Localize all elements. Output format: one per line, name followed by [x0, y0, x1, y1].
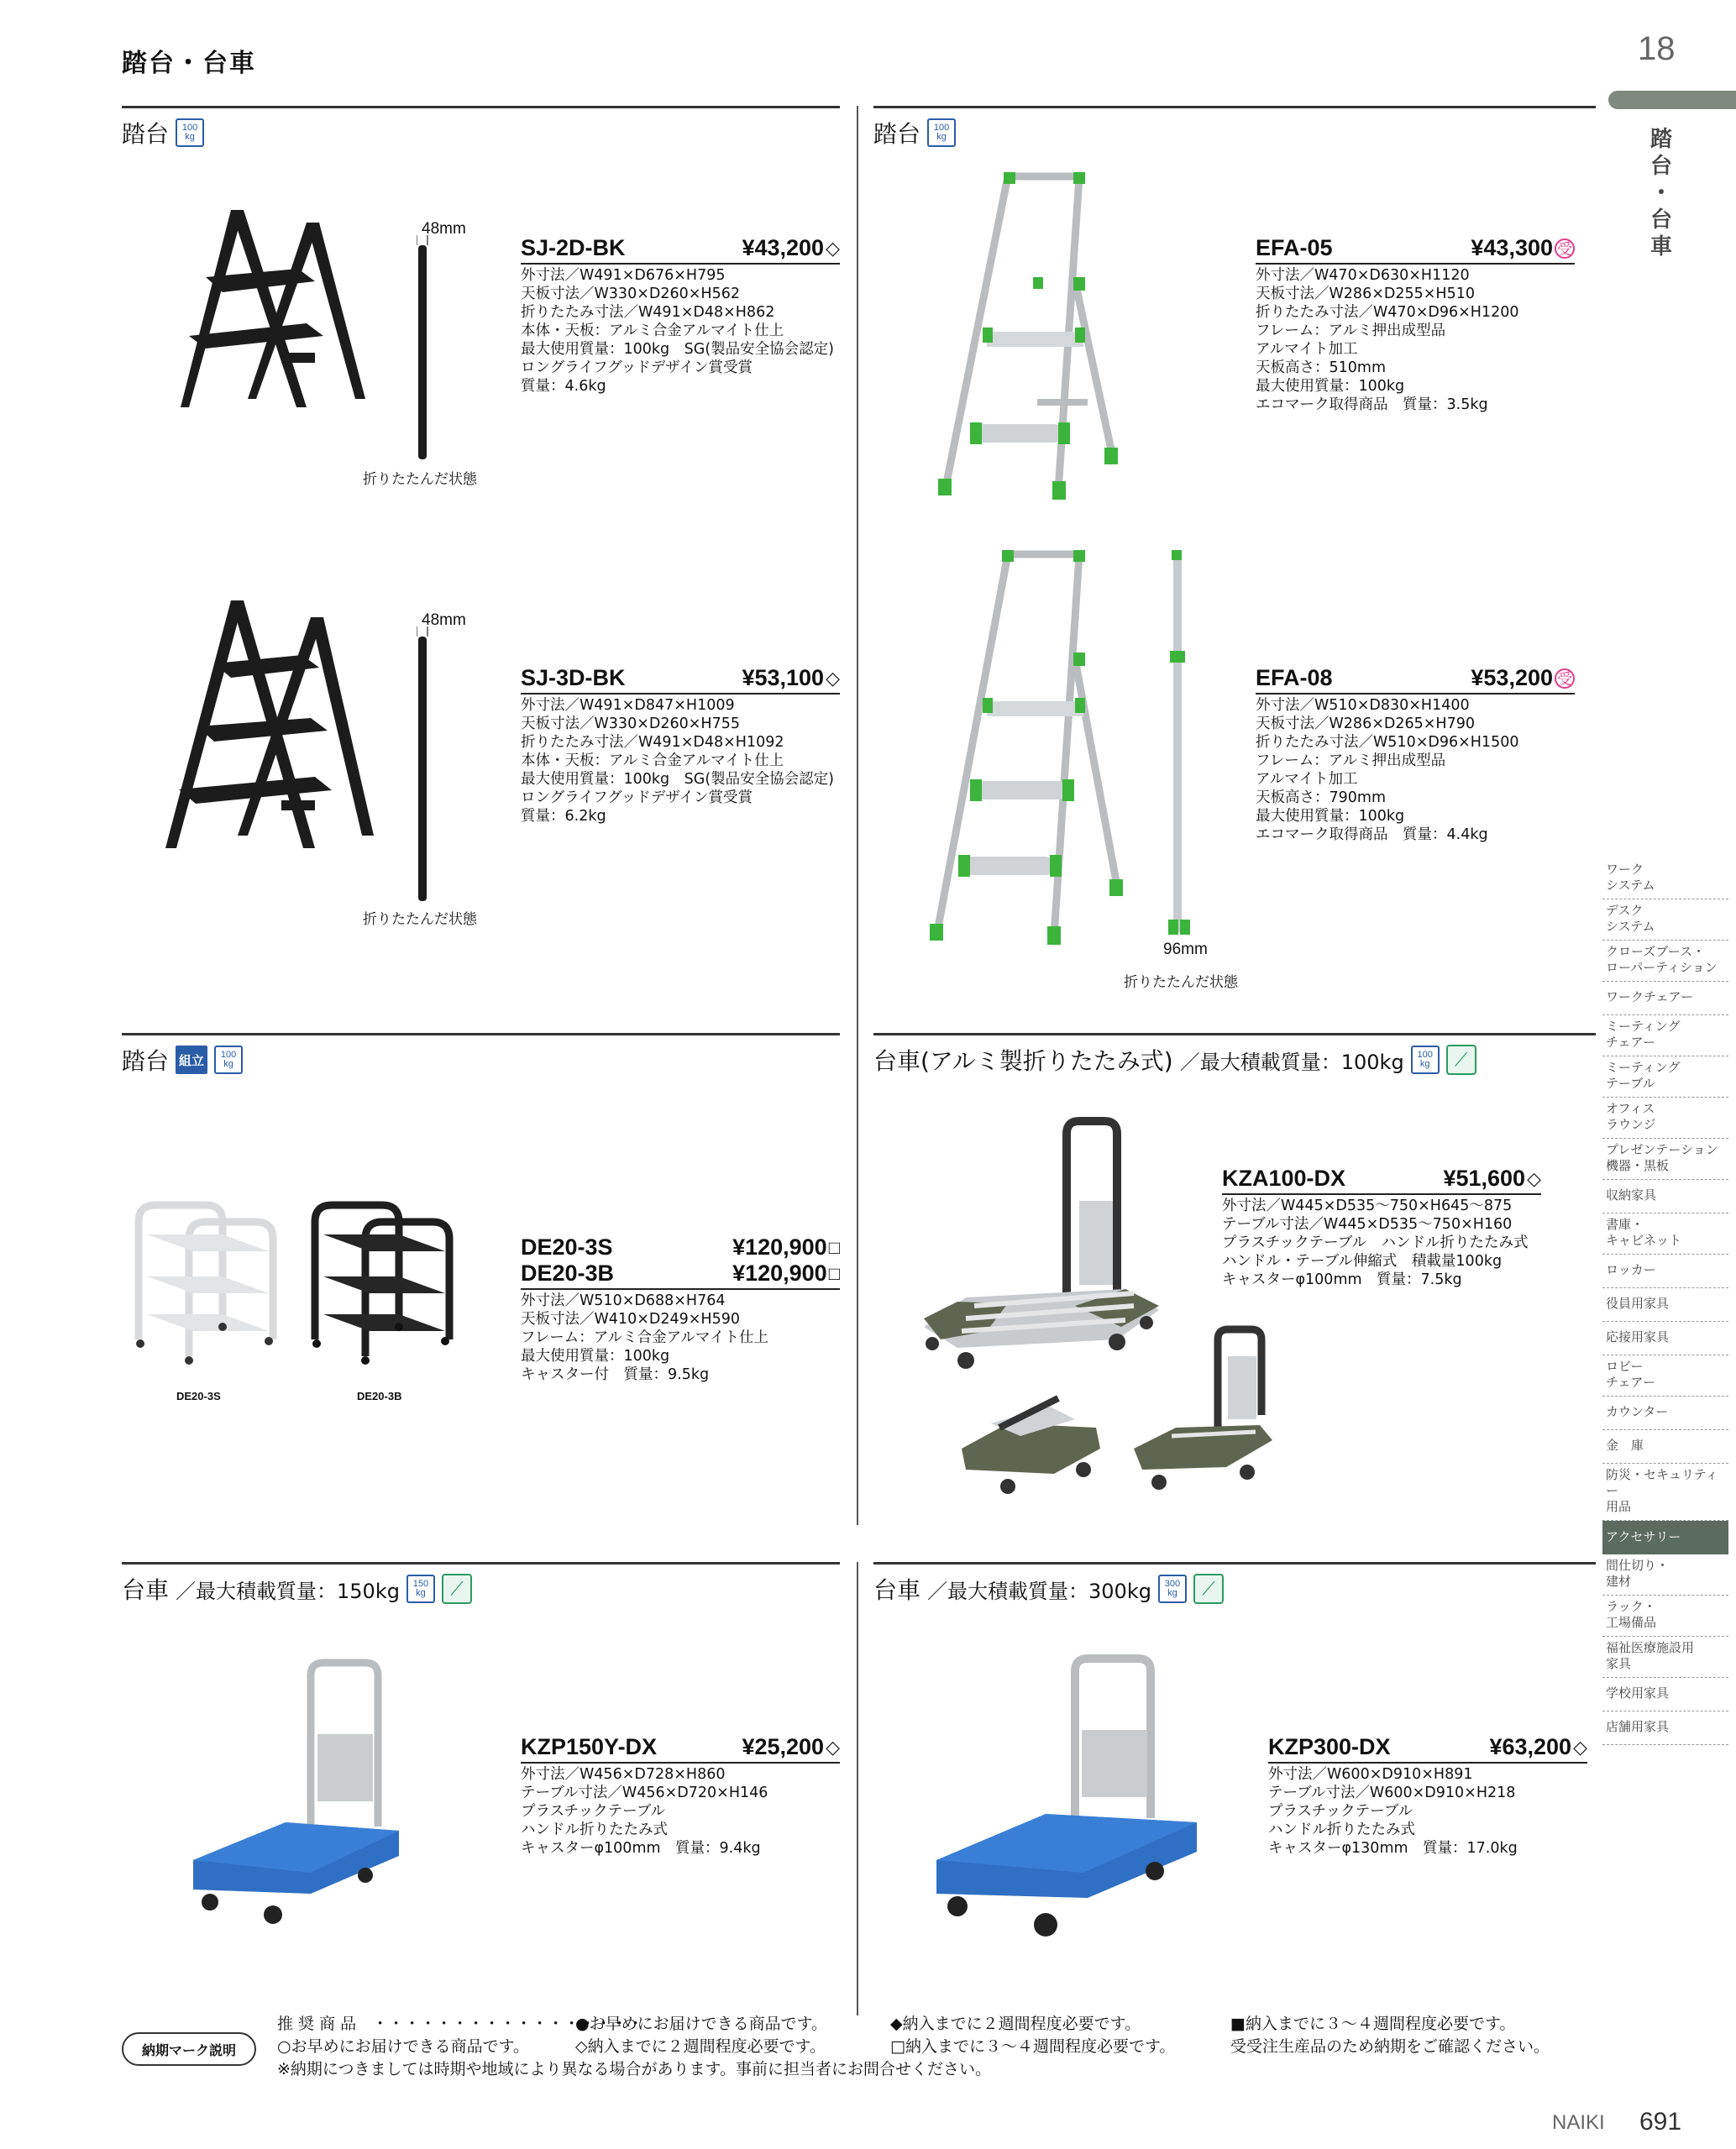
side-nav-item[interactable]: カウンター: [1602, 1397, 1728, 1430]
column-divider: [857, 106, 858, 1525]
folded-caption: 折りたたんだ状態: [1124, 974, 1238, 991]
green-purchase-icon: ⟋: [1446, 1045, 1476, 1075]
folded-thickness-label: 48mm: [422, 220, 466, 238]
side-nav-item[interactable]: プレゼンテーション 機器・黒板: [1602, 1139, 1728, 1180]
legend-item: ◇納入までに２週間程度必要です。: [575, 2037, 826, 2056]
column-divider: [857, 1562, 858, 2015]
side-nav-item[interactable]: クローズブース・ ローパーティション: [1602, 941, 1728, 982]
side-nav-item[interactable]: アクセサリー: [1602, 1521, 1728, 1554]
side-nav-item[interactable]: ワークチェアー: [1602, 982, 1728, 1015]
delivery-legend-label: 納期マーク説明: [122, 2032, 256, 2066]
delivery-mark: □: [828, 1236, 840, 1258]
side-nav-item[interactable]: ロッカー: [1602, 1255, 1728, 1288]
green-purchase-icon: ⟋: [1193, 1574, 1224, 1604]
black-stepstool-3-image: [164, 600, 382, 852]
product-specs: 外寸法／W600×D910×H891 テーブル寸法／W600×D910×H218 プラスチックテーブル ハンドル折りたたみ式 キャスターφ130mm 質量：17.0kg: [1268, 1766, 1518, 1857]
rule: [873, 1033, 1596, 1035]
side-nav-item[interactable]: 役員用家具: [1602, 1288, 1728, 1322]
section-header-cart-300: 台車 ／最大積載質量：300kg 300 kg ⟋: [873, 1572, 1224, 1606]
product-price: ¥120,900: [732, 1234, 827, 1260]
rule: [873, 106, 1596, 108]
product-code: DE20-3B: [521, 1261, 615, 1286]
chapter-tab[interactable]: [1608, 91, 1736, 109]
delivery-mark: ◇: [826, 237, 840, 259]
legend-item: □納入までに３～４週間程度必要です。: [890, 2037, 1176, 2056]
load-capacity-badge: 100 kg: [1411, 1046, 1440, 1074]
section-header-stool-3: 踏台 組立 100 kg: [122, 1043, 243, 1077]
legend-item: ■納入までに３～４週間程度必要です。: [1230, 2015, 1516, 2033]
legend-line-1: 推 奨 商 品 ・・・・・・・・・・・・・・・・・: [277, 2015, 644, 2033]
product-code: SJ-3D-BK: [521, 665, 626, 690]
load-capacity-badge: 100 kg: [214, 1046, 243, 1074]
brand-name: NAIKI: [1552, 2111, 1605, 2134]
delivery-mark: □: [828, 1262, 840, 1284]
product-efa-08[interactable]: [1256, 665, 1575, 844]
section-header-cart-alu: 台車(アルミ製折りたたみ式) ／最大積載質量：100kg 100 kg ⟋: [873, 1043, 1476, 1077]
section-header-stool-2: 踏台 100 kg: [873, 116, 956, 149]
chapter-number: 18: [1638, 30, 1676, 67]
white-step-platform-image: [130, 1197, 281, 1365]
product-sj-2d-bk[interactable]: [521, 235, 840, 396]
delivery-mark: ◇: [1573, 1736, 1587, 1758]
aluminum-stepladder-efa08-image: [928, 550, 1134, 945]
side-nav-item[interactable]: 間仕切り・ 建材: [1602, 1554, 1728, 1596]
side-nav-item[interactable]: 書庫・ キャビネット: [1602, 1213, 1728, 1255]
product-price: ¥120,900: [732, 1261, 827, 1286]
side-nav-item[interactable]: 学校用家具: [1602, 1678, 1728, 1711]
folded-caption: 折りたたんだ状態: [363, 471, 477, 488]
rule: [122, 1562, 840, 1565]
delivery-mark: 受: [1555, 668, 1575, 689]
delivery-mark: ◇: [1527, 1167, 1541, 1189]
side-nav-item[interactable]: 福祉医療施設用 家具: [1602, 1637, 1728, 1678]
product-price: ¥51,600: [1443, 1166, 1526, 1191]
product-price: ¥53,200: [1471, 665, 1553, 690]
product-code: SJ-2D-BK: [521, 235, 626, 260]
side-nav-item[interactable]: ワーク システム: [1602, 858, 1728, 899]
product-specs: 外寸法／W445×D535～750×H645～875 テーブル寸法／W445×D535～750×H160 プラスチックテーブル ハンドル折りたたみ式 ハンドル・テーブル伸縮式 積載量100kg キャスターφ100mm 質量：7.5kg: [1222, 1198, 1529, 1288]
product-kzp150y-dx[interactable]: [521, 1734, 840, 1858]
delivery-mark: ◇: [826, 1736, 840, 1758]
blue-cart-150-image: [185, 1659, 403, 1927]
blue-cart-300-image: [928, 1654, 1205, 1940]
section-header-cart-150: 台車 ／最大積載質量：150kg 150 kg ⟋: [122, 1572, 472, 1606]
vertical-category: 踏 台 ・ 台 車: [1649, 127, 1672, 259]
product-de20[interactable]: [521, 1234, 840, 1384]
product-price: ¥25,200: [742, 1734, 825, 1759]
aluminum-stepladder-efa05-image: [936, 172, 1130, 504]
product-price: ¥63,200: [1489, 1734, 1572, 1759]
rule: [122, 1033, 840, 1035]
section-header-stool-1: 踏台 100 kg: [122, 116, 204, 149]
load-capacity-badge: 100 kg: [176, 118, 204, 147]
folded-stool-image: [417, 611, 428, 905]
legend-item: ◆納入までに２週間程度必要です。: [890, 2015, 1141, 2033]
product-specs: 外寸法／W456×D728×H860 テーブル寸法／W456×D720×H146 プラスチックテーブル ハンドル折りたたみ式 キャスターφ100mm 質量：9.4kg: [521, 1766, 768, 1857]
side-nav-item[interactable]: ミーティング チェアー: [1602, 1015, 1728, 1056]
legend-item: ●お早めにお届けできる商品です。: [575, 2015, 828, 2033]
legend-item: 受受注生産品のため納期をご確認ください。: [1230, 2037, 1550, 2056]
product-code: KZA100-DX: [1222, 1166, 1346, 1191]
product-specs: 外寸法／W470×D630×H1120 天板寸法／W286×D255×H510 折りたたみ寸法／W470×D96×H1200 フレーム：アルミ押出成型品 アルマイト加工 天板高さ：510mm 最大使用質量：100kg エコマーク取得商品 質量：3.5kg: [1256, 267, 1519, 413]
product-price: ¥43,300: [1471, 235, 1553, 260]
side-nav-item[interactable]: ロビー チェアー: [1602, 1355, 1728, 1397]
page-title: 踏台・台車: [122, 49, 256, 78]
green-purchase-icon: ⟋: [442, 1574, 472, 1604]
page-number: 691: [1639, 2108, 1682, 2136]
folded-caption: 折りたたんだ状態: [363, 911, 477, 928]
delivery-mark: ◇: [826, 667, 840, 689]
load-capacity-badge: 100 kg: [927, 118, 956, 147]
side-nav-item[interactable]: ラック・ 工場備品: [1602, 1596, 1728, 1637]
product-specs: 外寸法／W510×D688×H764 天板寸法／W410×D249×H590 フレーム：アルミ合金アルマイト仕上 最大使用質量：100kg キャスター付 質量：9.5kg: [521, 1292, 769, 1383]
product-specs: 外寸法／W491×D847×H1009 天板寸法／W330×D260×H755 折りたたみ寸法／W491×D48×H1092 本体・天板：アルミ合金アルマイト仕上 最大使用質量：100kg SG(製品安全協会認定) ロングライフグッドデザイン賞受賞 質量：6.2kg: [521, 697, 834, 825]
side-nav-item[interactable]: 防災・セキュリティー 用品: [1602, 1464, 1728, 1521]
legend-note: ※納期につきましては時期や地域により異なる場合があります。事前に担当者にお問合せください。: [277, 2060, 992, 2078]
product-kza100-dx[interactable]: [1222, 1166, 1541, 1289]
side-nav-item[interactable]: 応接用家具: [1602, 1322, 1728, 1355]
load-capacity-badge: 150 kg: [406, 1575, 435, 1603]
product-price: ¥43,200: [742, 235, 825, 260]
product-code: DE20-3S: [521, 1234, 613, 1260]
image-label: DE20-3B: [357, 1390, 402, 1402]
side-nav-item[interactable]: デスク システム: [1602, 899, 1728, 941]
side-nav-item[interactable]: 収納家具: [1602, 1180, 1728, 1213]
product-code: KZP150Y-DX: [521, 1734, 658, 1759]
black-step-platform-image: [307, 1197, 458, 1365]
assembly-badge: 組立: [176, 1046, 207, 1074]
rule: [873, 1562, 1596, 1565]
product-specs: 外寸法／W510×D830×H1400 天板寸法／W286×D265×H790 折りたたみ寸法／W510×D96×H1500 フレーム：アルミ押出成型品 アルマイト加工 天板高さ：790mm 最大使用質量：100kg エコマーク取得商品 質量：4.4kg: [1256, 697, 1519, 843]
product-kzp300-dx[interactable]: [1268, 1734, 1587, 1858]
product-code: KZP300-DX: [1268, 1734, 1391, 1759]
folded-thickness-label: 96mm: [1163, 941, 1208, 958]
side-nav-item[interactable]: 店舗用家具: [1602, 1711, 1728, 1745]
product-efa-05[interactable]: [1256, 235, 1575, 414]
delivery-mark: 受: [1555, 238, 1575, 259]
product-code: EFA-08: [1256, 665, 1333, 690]
legend-item: ○お早めにお届けできる商品です。: [277, 2037, 530, 2056]
load-capacity-badge: 300 kg: [1158, 1575, 1187, 1603]
side-nav-item[interactable]: オフィス ラウンジ: [1602, 1098, 1728, 1139]
folded-cart-images: [957, 1323, 1277, 1499]
category-side-nav: [1602, 858, 1728, 1745]
folded-stool-image: [417, 220, 428, 464]
side-nav-item[interactable]: 金 庫: [1602, 1430, 1728, 1464]
image-label: DE20-3S: [176, 1390, 221, 1402]
folded-ladder-image: [1163, 550, 1197, 945]
rule: [122, 106, 840, 108]
product-code: EFA-05: [1256, 235, 1333, 260]
product-price: ¥53,100: [742, 665, 825, 690]
side-nav-item[interactable]: ミーティング テーブル: [1602, 1056, 1728, 1098]
product-sj-3d-bk[interactable]: [521, 665, 840, 826]
black-stepstool-2-image: [181, 210, 374, 411]
product-specs: 外寸法／W491×D676×H795 天板寸法／W330×D260×H562 折りたたみ寸法／W491×D48×H862 本体・天板：アルミ合金アルマイト仕上 最大使用質量：100kg SG(製品安全協会認定) ロングライフグッドデザイン賞受賞 質量：4.6kg: [521, 267, 834, 395]
folded-thickness-label: 48mm: [422, 611, 466, 629]
